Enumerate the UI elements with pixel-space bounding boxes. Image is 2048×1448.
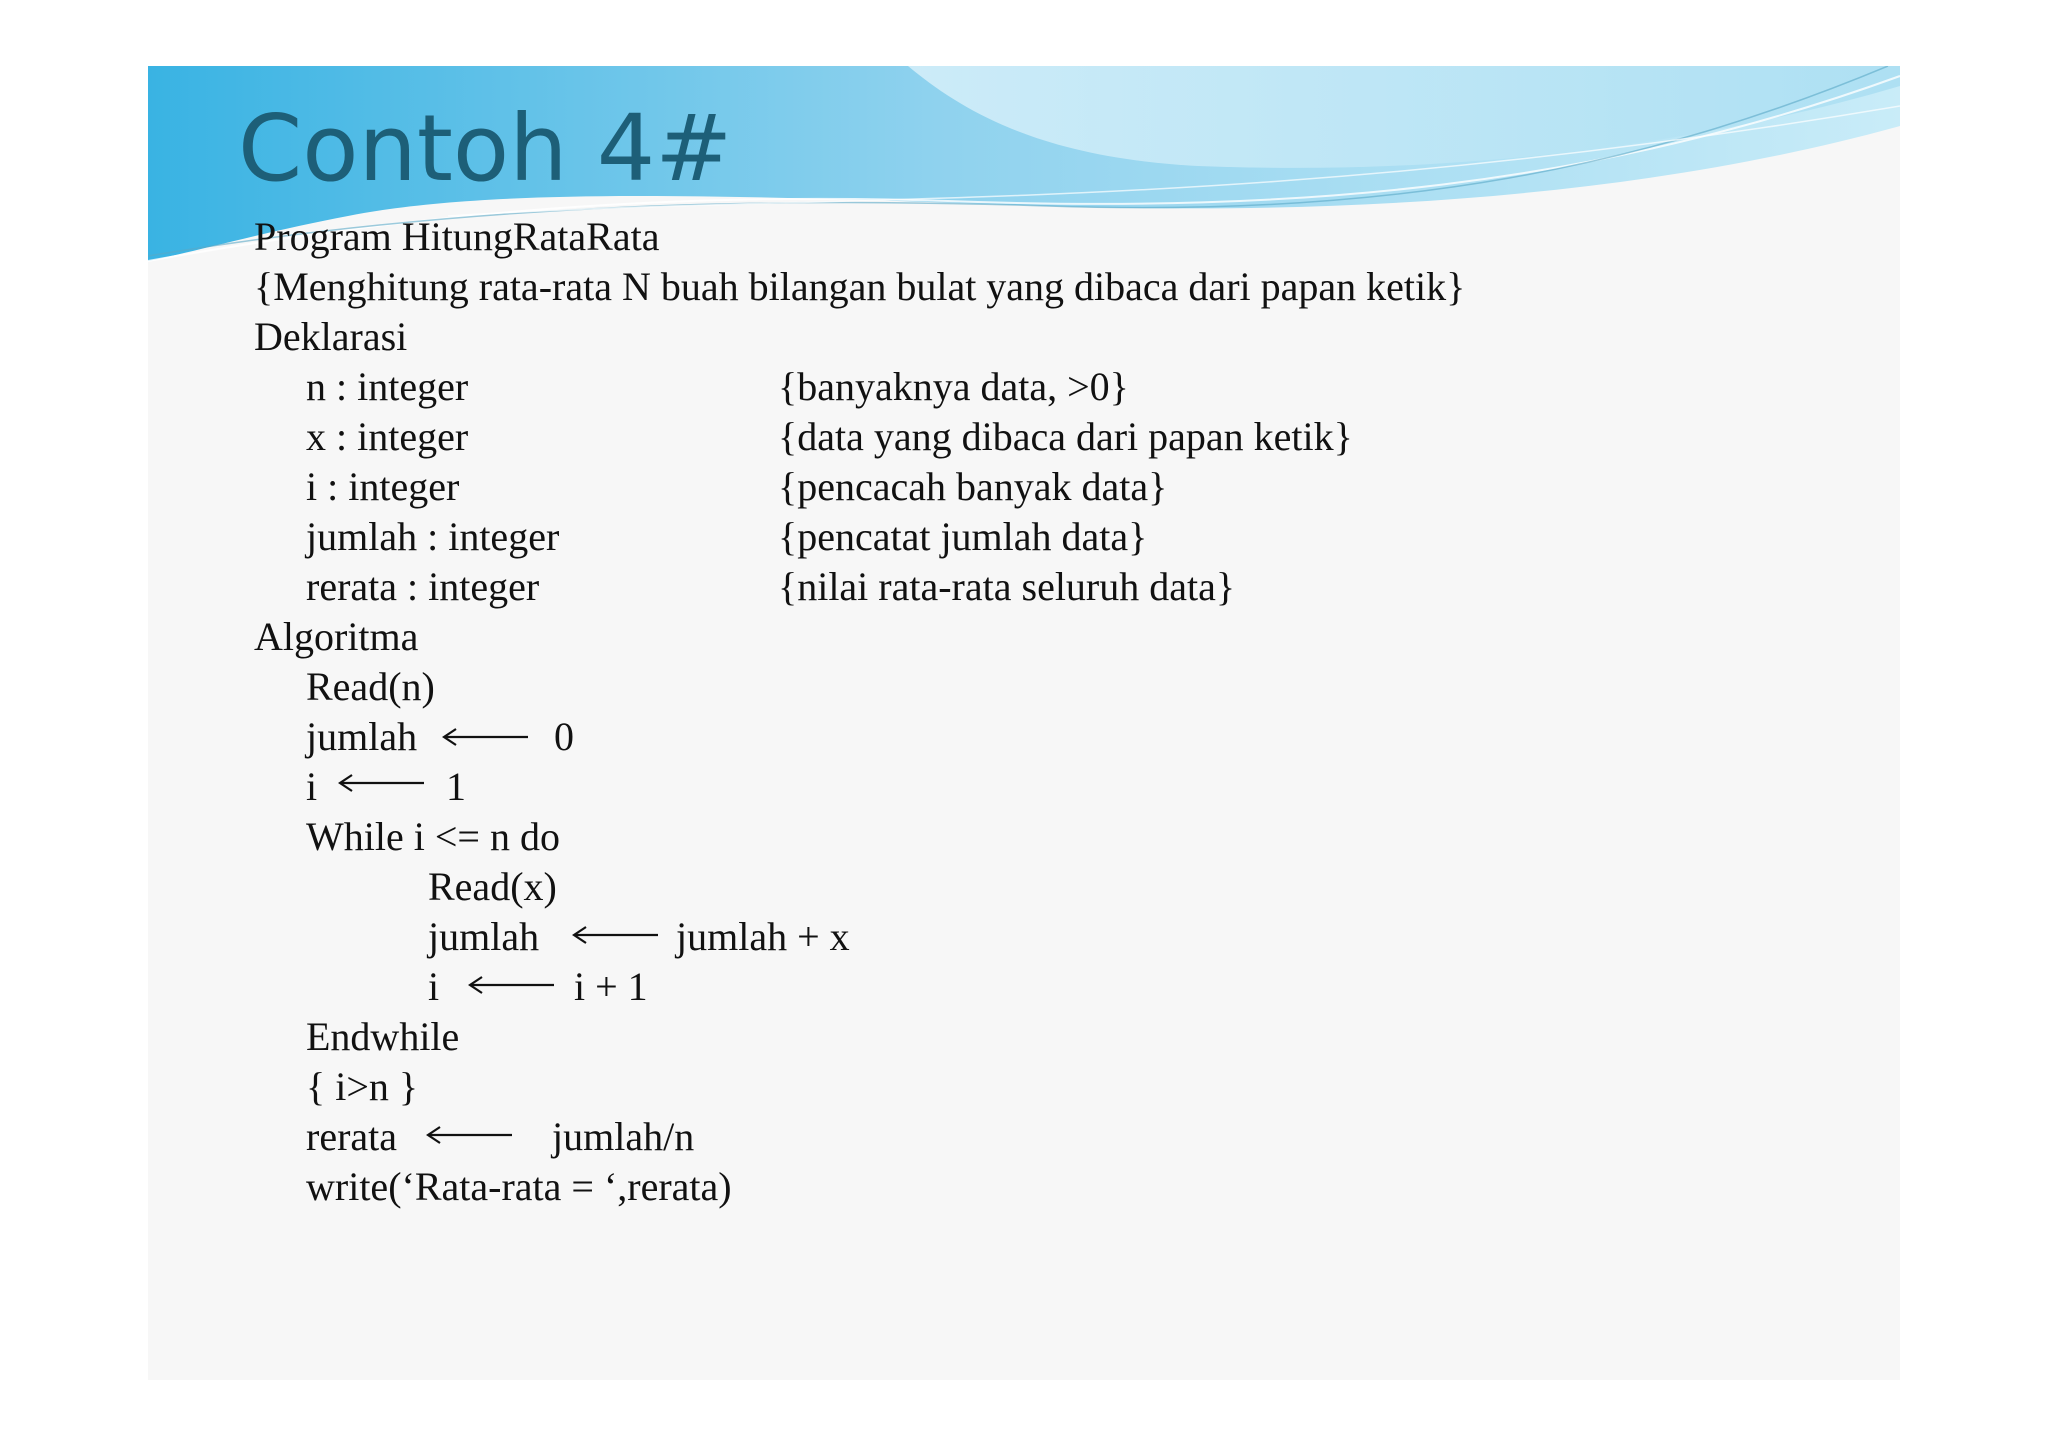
declaration-comment: {pencatat jumlah data}	[778, 514, 1148, 559]
left-arrow-icon	[336, 773, 426, 793]
declaration-name: n : integer	[306, 364, 469, 409]
algorithm-heading: Algoritma	[254, 614, 419, 659]
rerata-lhs: rerata	[306, 1114, 398, 1159]
loop-jumlah-lhs: jumlah	[428, 914, 540, 959]
assign-i-lhs: i	[306, 764, 318, 809]
declaration-comment: {banyaknya data, >0}	[778, 364, 1129, 409]
declaration-name: x : integer	[306, 414, 469, 459]
loop-i-rhs: i + 1	[574, 964, 648, 1009]
declaration-heading: Deklarasi	[254, 314, 408, 359]
declaration-name: i : integer	[306, 464, 460, 509]
write-statement: write(‘Rata-rata = ‘,rerata)	[306, 1164, 732, 1209]
program-line: Program HitungRataRata	[254, 214, 660, 259]
loop-jumlah-rhs: jumlah + x	[676, 914, 850, 959]
loop-exit-condition: { i>n }	[306, 1064, 419, 1109]
declaration-name: rerata : integer	[306, 564, 540, 609]
slide-title: Contoh 4#	[238, 95, 733, 202]
pseudocode-block	[148, 66, 1900, 1380]
assign-jumlah-rhs: 0	[554, 714, 574, 759]
left-arrow-icon	[424, 1125, 514, 1145]
declaration-comment: {pencacah banyak data}	[778, 464, 1168, 509]
endwhile-statement: Endwhile	[306, 1014, 460, 1059]
assign-jumlah-lhs: jumlah	[306, 714, 418, 759]
assign-i-rhs: 1	[446, 764, 466, 809]
read-x-statement: Read(x)	[428, 864, 557, 909]
while-statement: While i <= n do	[306, 814, 560, 859]
declaration-comment: {nilai rata-rata seluruh data}	[778, 564, 1236, 609]
rerata-rhs: jumlah/n	[552, 1114, 695, 1159]
declaration-comment: {data yang dibaca dari papan ketik}	[778, 414, 1353, 459]
program-comment: {Menghitung rata-rata N buah bilangan bulat yang dibaca dari papan ketik}	[254, 264, 1466, 309]
loop-i-lhs: i	[428, 964, 440, 1009]
left-arrow-icon	[440, 727, 530, 747]
left-arrow-icon	[570, 925, 660, 945]
read-n-statement: Read(n)	[306, 664, 435, 709]
declaration-name: jumlah : integer	[306, 514, 560, 559]
slide	[148, 66, 1900, 1380]
left-arrow-icon	[466, 975, 556, 995]
